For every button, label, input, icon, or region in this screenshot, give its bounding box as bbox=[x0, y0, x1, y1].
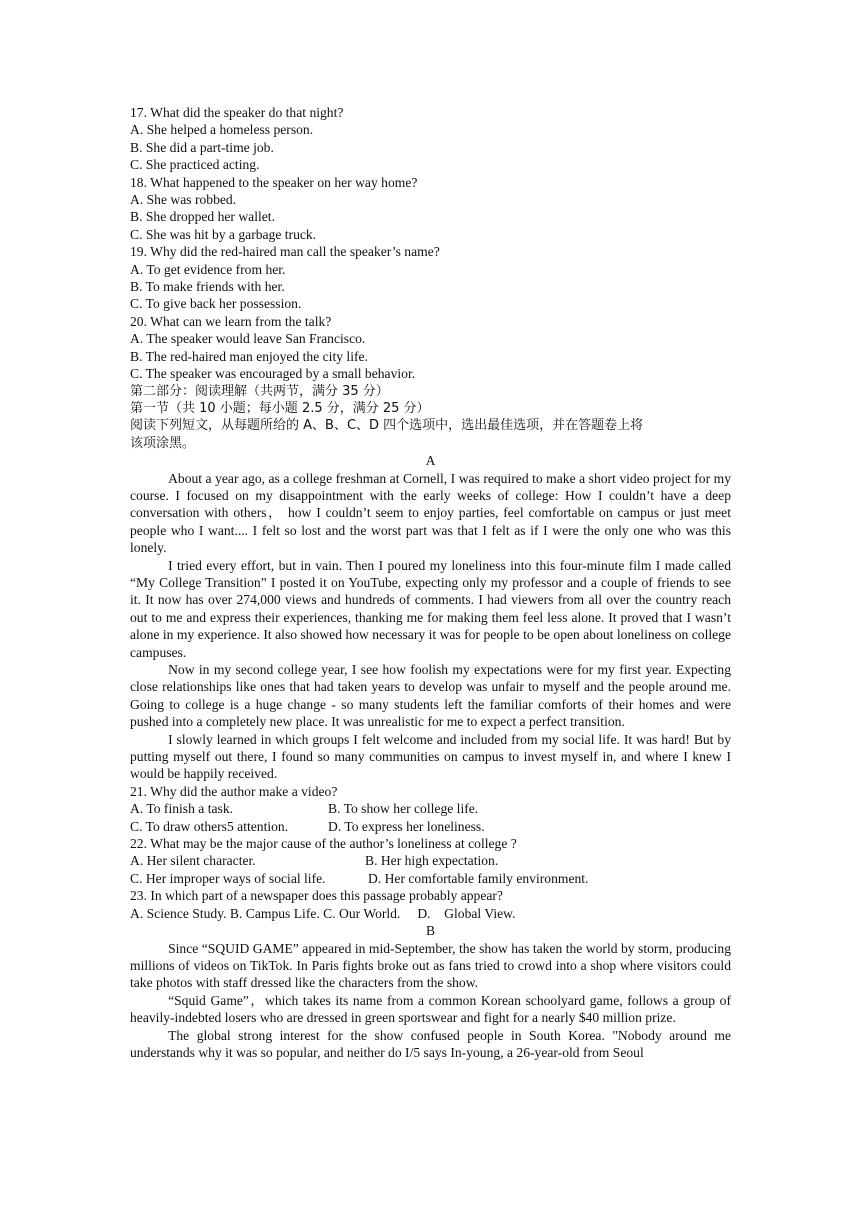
question-text: 19. Why did the red-haired man call the speaker’s name? bbox=[130, 244, 440, 260]
option: C. The speaker was encouraged by a small behavior. bbox=[130, 366, 416, 382]
option: C. She was hit by a garbage truck. bbox=[130, 226, 317, 242]
option: B. She did a part-time job. bbox=[130, 139, 274, 155]
question-text: 18. What happened to the speaker on her way home? bbox=[130, 174, 418, 190]
question-text: 17. What did the speaker do that night? bbox=[130, 105, 344, 120]
passage-b-paragraph: “Squid Game”，which takes its name from a common Korean schoolyard game, follows a group of heavily-indebted losers who are dressed in green sportswear and fight for a nearly $40 million prize. bbox=[130, 992, 731, 1026]
passage-a-paragraph: I slowly learned in which groups I felt welcome and included from my social life. It was hard! But by putting myself out there, I found so many communities on campus to invest myself in, and where I knew I would be happily received. bbox=[130, 731, 731, 782]
option: D. Her comfortable family environment. bbox=[368, 870, 589, 886]
question-21-options-row-1 bbox=[130, 800, 731, 817]
option: C. She practiced acting. bbox=[130, 157, 260, 173]
option: B. The red-haired man enjoyed the city life. bbox=[130, 348, 368, 364]
part2-title: 第二部分：阅读理解（共两节，满分 35 分） bbox=[130, 383, 389, 399]
listening-question-17 bbox=[130, 104, 731, 174]
question-23-options: A. Science Study. B. Campus Life. C. Our World. D. Global View. bbox=[130, 905, 516, 921]
question-22-options-row-2 bbox=[130, 870, 731, 887]
section1-title: 第一节（共 10 小题；每小题 2.5 分，满分 25 分） bbox=[130, 400, 430, 416]
option: A. She helped a homeless person. bbox=[130, 122, 314, 138]
question-23: 23. In which part of a newspaper does this passage probably appear? bbox=[130, 888, 503, 904]
passage-a-paragraph: Now in my second college year, I see how foolish my expectations were for my first year. Expecting close relationships like ones that had taken years to develop was unfair to myself and the people around me. Going to college is a huge change - so many students left the familiar comforts of their homes and were pushed into a completely new place. It was unrealistic for me to expect a perfect transition. bbox=[130, 662, 731, 730]
question-22-options-row-1 bbox=[130, 852, 731, 869]
option: C. To give back her possession. bbox=[130, 296, 302, 312]
question-21: 21. Why did the author make a video? bbox=[130, 783, 338, 799]
option: A. She was robbed. bbox=[130, 192, 237, 208]
passage-a-label: A bbox=[425, 453, 436, 469]
option: A. To get evidence from her. bbox=[130, 261, 286, 277]
listening-question-20 bbox=[130, 313, 731, 383]
instruction-line-1: 阅读下列短文，从每题所给的 A、B、C、D 四个选项中，选出最佳选项，并在答题卷上将 bbox=[130, 418, 644, 434]
option: A. To finish a task. bbox=[130, 801, 234, 817]
passage-a-paragraph: I tried every effort, but in vain. Then I poured my loneliness into this four-minute film I made called “My College Transition” I posted it on YouTube, expecting only my professor and a couple of friends to see it. It now has over 274,000 views and hundreds of comments. I had viewers from all over the country reach out to me and express their experiences, thanking me for making them feel less alone. It proved that I wasn’t alone in my experience. It also showed how necessary it was for people to be open about loneliness on college campuses. bbox=[130, 557, 731, 660]
question-22: 22. What may be the major cause of the author’s loneliness at college ? bbox=[130, 836, 517, 852]
listening-question-18 bbox=[130, 174, 731, 244]
option: B. To make friends with her. bbox=[130, 279, 285, 295]
passage-b-paragraph: The global strong interest for the show confused people in South Korea. "Nobody around me understands why it was so popular, and neither do I/5 says In-young, a 26-year-old from Seoul bbox=[130, 1027, 731, 1060]
exam-page bbox=[130, 104, 731, 1061]
option: B. To show her college life. bbox=[328, 801, 479, 817]
passage-b-paragraph: Since “SQUID GAME” appeared in mid-September, the show has taken the world by storm, producing millions of videos on TikTok. In Paris fights broke out as fans tried to crowd into a shop where visitors could take photos with staff dressed like the characters from the show. bbox=[130, 940, 731, 991]
option: B. She dropped her wallet. bbox=[130, 209, 275, 225]
option: A. The speaker would leave San Francisco. bbox=[130, 331, 366, 347]
question-21-options-row-2 bbox=[130, 818, 731, 835]
question-text: 20. What can we learn from the talk? bbox=[130, 313, 332, 329]
listening-question-19 bbox=[130, 243, 731, 313]
option: C. Her improper ways of social life. bbox=[130, 870, 326, 886]
passage-a-paragraph: About a year ago, as a college freshman at Cornell, I was required to make a short video project for my course. I focused on my disappointment with the early weeks of college: How I couldn’t have a deep conversation with others， how I couldn’t seem to enjoy parties, feel comfortable on campus or just meet people who I want.... I felt so lost and the worst part was that I felt as if I were the only one who was this lonely. bbox=[130, 470, 731, 556]
instruction-line-2: 该项涂黑。 bbox=[130, 435, 196, 451]
option: A. Her silent character. bbox=[130, 853, 256, 869]
option: B. Her high expectation. bbox=[365, 853, 499, 869]
option: D. To express her loneliness. bbox=[328, 818, 485, 834]
passage-b-label: B bbox=[425, 923, 436, 939]
option: C. To draw others5 attention. bbox=[130, 818, 289, 834]
